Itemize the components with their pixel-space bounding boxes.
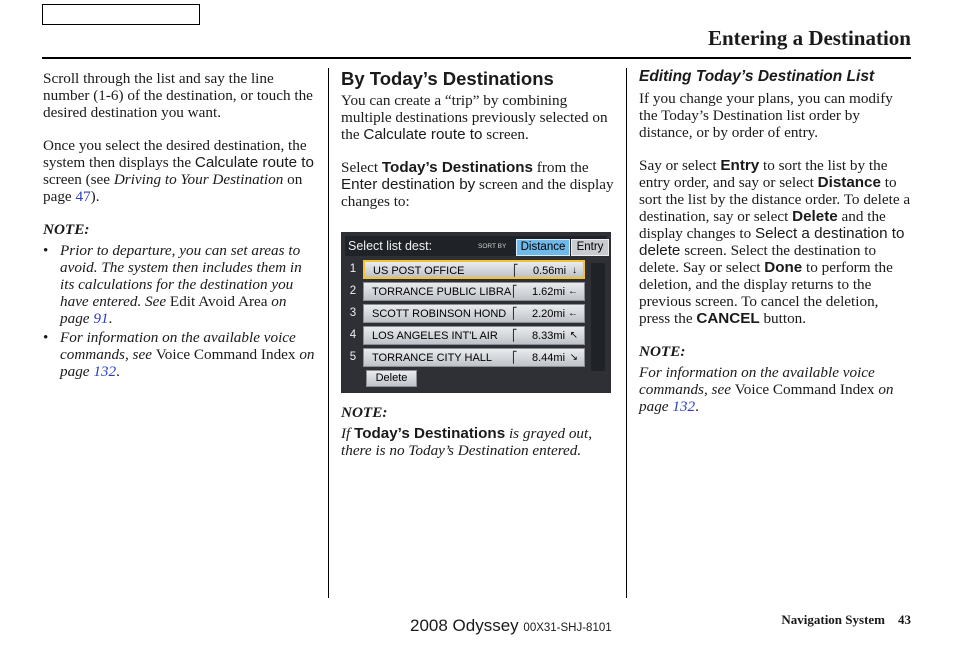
page-link-132[interactable]: 132 [93,363,117,380]
page-title: Entering a Destination [707,26,911,50]
note-title: NOTE: [639,343,686,360]
note-item-voice-commands: • For information on the available voice commands, see Voice Command Index on page 132. [43,329,315,380]
direction-arrow-icon: ↓ [572,265,577,276]
screen-header [345,236,607,256]
paragraph-sort-delete: Say or select Entry to sort the list by the entry order, and say or select Distance to sort the list by the distance order. To delete a destination, say or select Delete and the display changes to Select a destination to delete screen. Select the destination to delete. Say or select Done to perform the deletion, and the display returns to the previous screen. To cancel the deletion, press the CANCEL button. [639,157,911,327]
destination-row[interactable]: 3 SCOTT ROBINSON HOND ⎡ 2.20mi ← [345,304,585,324]
direction-arrow-icon: ↘ [569,352,578,363]
footer-code: 00X31-SHJ-8101 [523,622,612,634]
column-divider-1 [328,68,329,598]
direction-arrow-icon: ← [568,286,578,297]
screen-title: Select list dest: [348,239,433,253]
note-title: NOTE: [341,404,388,421]
paragraph-modify: If you change your plans, you can modify the Today’s Destination list order by distance, or by order of entry. [639,90,893,141]
note-list [43,242,315,380]
destination-entry[interactable]: US POST OFFICE ⎡ 0.56mi ↓ [363,260,585,279]
destination-row[interactable]: 1 US POST OFFICE ⎡ 0.56mi ↓ [345,260,585,280]
destination-row[interactable]: 4 LOS ANGELES INT'L AIR ⎡ 8.33mi ↖ [345,326,585,346]
column-right [639,68,911,415]
paragraph-select: Once you select the desired destination, the system then displays the Calculate route to screen (see Driving to Your Destination on page 47). [43,137,314,205]
destination-entry[interactable]: SCOTT ROBINSON HOND ⎡ 2.20mi ← [363,304,585,323]
destination-entry[interactable]: TORRANCE CITY HALL ⎡ 8.44mi ↘ [363,348,585,367]
destination-entry[interactable]: LOS ANGELES INT'L AIR ⎡ 8.33mi ↖ [363,326,585,345]
note-title: NOTE: [43,221,90,238]
section-heading: By Today’s Destinations [341,68,554,89]
nav-screen [341,232,611,393]
destination-entry[interactable]: TORRANCE PUBLIC LIBRA ⎡ 1.62mi ← [363,282,585,301]
destination-row[interactable]: 5 TORRANCE CITY HALL ⎡ 8.44mi ↘ [345,348,585,368]
direction-arrow-icon: ← [568,308,578,319]
delete-button[interactable]: Delete [366,370,417,387]
footer-model: 2008 Odyssey 00X31-SHJ-8101 [410,616,612,635]
sort-entry-button[interactable]: Entry [571,239,609,256]
header-rule [42,57,911,59]
footer-section: Navigation System 43 [781,612,911,627]
column-left [43,70,315,382]
destination-row[interactable]: 2 TORRANCE PUBLIC LIBRA ⎡ 1.62mi ← [345,282,585,302]
page-link-132[interactable]: 132 [672,398,696,415]
sort-distance-button[interactable]: Distance [516,239,570,256]
page-link-91[interactable]: 91 [93,310,109,327]
column-divider-2 [626,68,627,598]
column-middle-note [341,404,616,459]
screen-scrollbar[interactable] [591,263,605,371]
sort-by-label: SORT BY [478,243,507,250]
column-middle [341,68,616,226]
page-number: 43 [898,612,911,627]
subsection-heading: Editing Today’s Destination List [639,68,875,85]
paragraph-select-todays: Select Today’s Destinations from the Enter destination by screen and the display changes to: [341,159,614,210]
paragraph-scroll: Scroll through the list and say the line number (1-6) of the destination, or touch the desired destination you want. [43,70,313,121]
note-text: If Today’s Destinations is grayed out, there is no Today’s Destination entered. [341,425,593,459]
header-box [42,4,200,25]
note-text: For information on the available voice commands, see Voice Command Index on page 132. [639,364,894,415]
page-link-47[interactable]: 47 [75,188,91,205]
direction-arrow-icon: ↖ [569,330,578,341]
paragraph-trip: You can create a “trip” by combining multiple destinations previously selected on the Calculate route to screen. [341,92,608,143]
note-item-avoid-areas: • Prior to departure, you can set areas to avoid. The system then includes them in its calculations for the destination you have entered. See Edit Avoid Area on page 91. [43,242,315,327]
